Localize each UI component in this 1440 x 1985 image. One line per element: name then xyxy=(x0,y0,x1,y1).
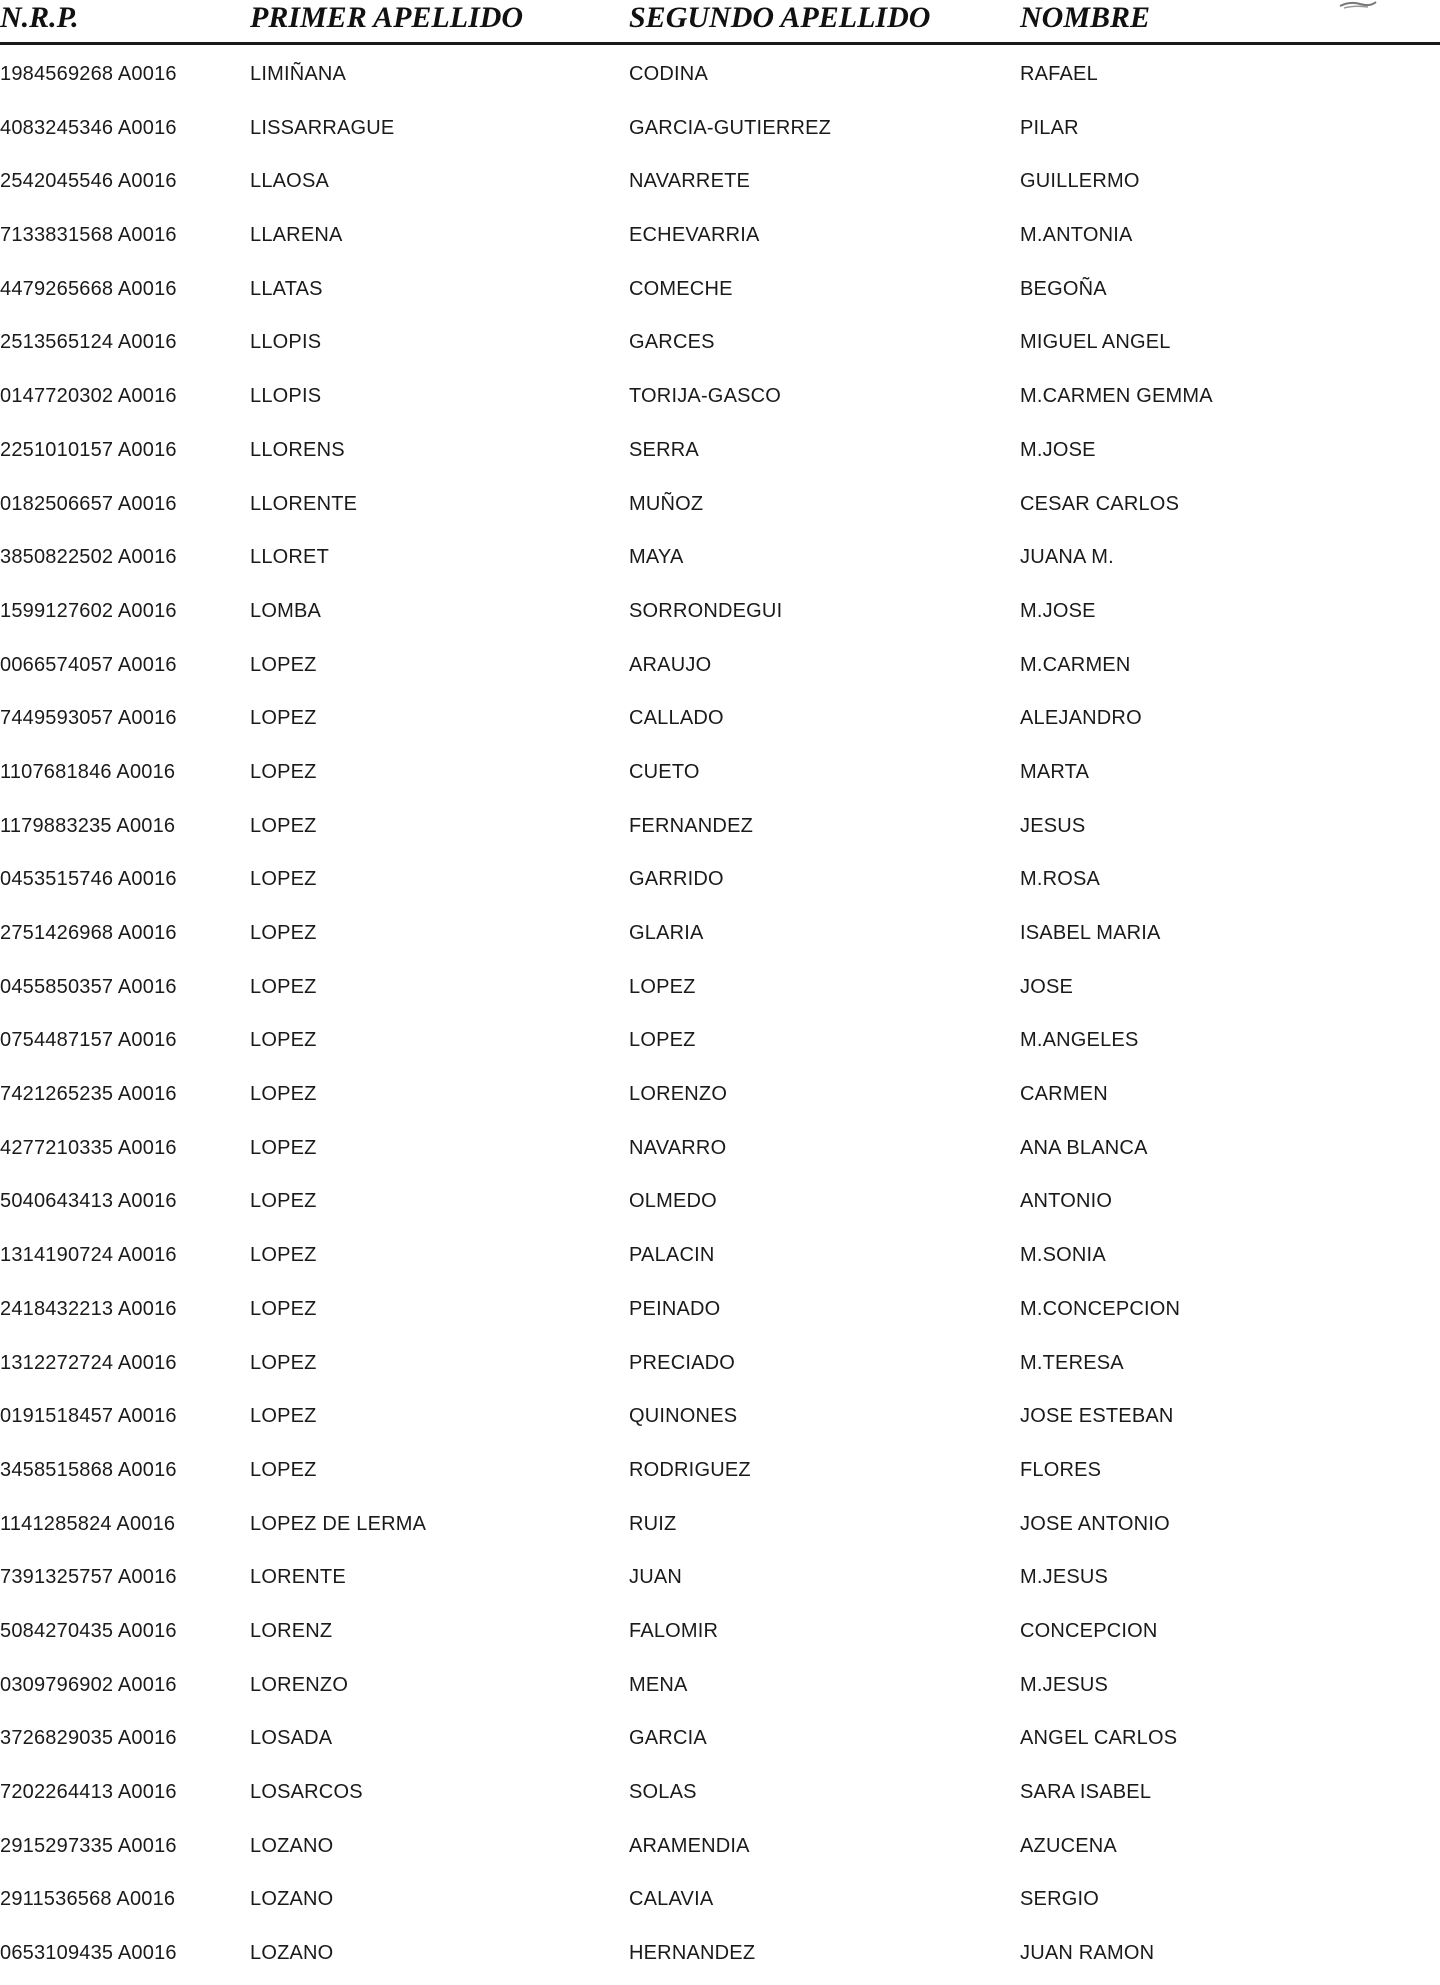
table-row xyxy=(0,1555,1440,1609)
cell-nrp: 4277210335 A0016 xyxy=(0,1136,177,1159)
cell-primer-apellido: LLORENTE xyxy=(250,492,358,515)
cell-nombre: SARA ISABEL xyxy=(1020,1781,1152,1803)
table-row xyxy=(0,374,1440,428)
cell-nrp: 7133831568 A0016 xyxy=(0,224,177,247)
cell-nombre: CESAR CARLOS xyxy=(1020,492,1180,515)
cell-primer-apellido: LOPEZ xyxy=(250,1297,317,1320)
cell-segundo-apellido: HERNANDEZ xyxy=(629,1942,756,1965)
table-row xyxy=(0,1770,1440,1824)
table-row xyxy=(0,159,1440,213)
cell-primer-apellido: LOSADA xyxy=(250,1727,333,1750)
cell-segundo-apellido: FERNANDEZ xyxy=(629,814,754,837)
cell-primer-apellido: LOMBA xyxy=(250,599,322,622)
cell-nombre: ANTONIO xyxy=(1020,1190,1113,1213)
cell-segundo-apellido: ECHEVARRIA xyxy=(629,224,760,247)
cell-nombre: M.TERESA xyxy=(1020,1351,1124,1374)
table-row xyxy=(0,1663,1440,1717)
cell-primer-apellido: LLATAS xyxy=(250,277,323,300)
cell-nombre: M.CARMEN GEMMA xyxy=(1020,385,1213,408)
table-row xyxy=(0,1126,1440,1180)
header-nombre: NOMBRE xyxy=(1020,1,1151,34)
cell-segundo-apellido: RUIZ xyxy=(629,1512,677,1535)
table-row xyxy=(0,1072,1440,1126)
cell-nombre: CONCEPCION xyxy=(1020,1619,1158,1642)
cell-segundo-apellido: OLMEDO xyxy=(629,1190,717,1213)
table-row xyxy=(0,428,1440,482)
table-row xyxy=(0,320,1440,374)
table-row xyxy=(0,535,1440,589)
cell-nombre: ANGEL CARLOS xyxy=(1020,1727,1178,1750)
cell-primer-apellido: LOPEZ xyxy=(250,760,317,783)
cell-nombre: PILAR xyxy=(1020,116,1079,139)
cell-nrp: 0147720302 A0016 xyxy=(0,385,177,408)
cell-primer-apellido: LOZANO xyxy=(250,1834,334,1857)
table-row xyxy=(0,589,1440,643)
cell-primer-apellido: LOZANO xyxy=(250,1888,334,1911)
cell-primer-apellido: LORENTE xyxy=(250,1566,346,1589)
table-row xyxy=(0,965,1440,1019)
table-row xyxy=(0,1609,1440,1663)
cell-segundo-apellido: SOLAS xyxy=(629,1781,697,1803)
cell-primer-apellido: LOPEZ xyxy=(250,975,317,998)
cell-primer-apellido: LLOPIS xyxy=(250,331,322,354)
cell-nrp: 5040643413 A0016 xyxy=(0,1190,177,1213)
cell-segundo-apellido: GARCIA xyxy=(629,1727,707,1750)
cell-nrp: 1314190724 A0016 xyxy=(0,1244,177,1267)
cell-nrp: 0453515746 A0016 xyxy=(0,868,177,891)
table-row xyxy=(0,106,1440,160)
cell-nombre: M.JESUS xyxy=(1020,1566,1109,1589)
cell-nombre: M.ANGELES xyxy=(1020,1029,1139,1052)
table-row xyxy=(0,1179,1440,1233)
cell-segundo-apellido: TORIJA-GASCO xyxy=(629,385,782,408)
cell-nombre: M.JOSE xyxy=(1020,438,1096,461)
table-row xyxy=(0,1018,1440,1072)
cell-primer-apellido: LOPEZ xyxy=(250,653,317,676)
cell-nrp: 4083245346 A0016 xyxy=(0,116,177,139)
cell-primer-apellido: LOPEZ xyxy=(250,1458,317,1481)
cell-primer-apellido: LLAOSA xyxy=(250,170,330,193)
cell-nombre: M.CONCEPCION xyxy=(1020,1297,1181,1320)
cell-segundo-apellido: PRECIADO xyxy=(629,1351,736,1374)
cell-nrp: 1179883235 A0016 xyxy=(0,814,176,837)
cell-nombre: GUILLERMO xyxy=(1020,170,1140,193)
cell-segundo-apellido: SORRONDEGUI xyxy=(629,599,783,622)
cell-primer-apellido: LOPEZ xyxy=(250,1244,317,1267)
cell-nombre: BEGOÑA xyxy=(1020,277,1107,300)
table-row xyxy=(0,1716,1440,1770)
table-row xyxy=(0,857,1440,911)
cell-nombre: AZUCENA xyxy=(1020,1834,1117,1857)
cell-segundo-apellido: GARCES xyxy=(629,331,715,354)
table-row xyxy=(0,911,1440,965)
cell-nrp: 1107681846 A0016 xyxy=(0,760,176,783)
cell-primer-apellido: LOPEZ DE LERMA xyxy=(250,1512,427,1535)
cell-nrp: 7202264413 A0016 xyxy=(0,1781,177,1803)
cell-nombre: JUANA M. xyxy=(1020,546,1114,569)
cell-segundo-apellido: LORENZO xyxy=(629,1083,728,1106)
cell-primer-apellido: LOPEZ xyxy=(250,1351,317,1374)
cell-nombre: MIGUEL ANGEL xyxy=(1020,331,1171,354)
cell-nrp: 3726829035 A0016 xyxy=(0,1727,177,1750)
header-nrp: N.R.P. xyxy=(0,1,79,34)
cell-segundo-apellido: MENA xyxy=(629,1673,688,1696)
table-row xyxy=(0,1502,1440,1556)
cell-nombre: M.SONIA xyxy=(1020,1244,1106,1267)
cell-segundo-apellido: PALACIN xyxy=(629,1244,715,1267)
cell-nombre: M.CARMEN xyxy=(1020,653,1131,676)
cell-segundo-apellido: GLARIA xyxy=(629,922,704,944)
cell-nombre: JESUS xyxy=(1020,814,1086,837)
cell-segundo-apellido: CALLADO xyxy=(629,707,724,730)
cell-segundo-apellido: PEINADO xyxy=(629,1297,721,1320)
cell-nrp: 7421265235 A0016 xyxy=(0,1083,177,1106)
cell-nombre: JOSE ESTEBAN xyxy=(1020,1405,1174,1428)
cell-nombre: ANA BLANCA xyxy=(1020,1136,1148,1159)
cell-segundo-apellido: RODRIGUEZ xyxy=(629,1458,751,1481)
cell-segundo-apellido: LOPEZ xyxy=(629,1029,696,1052)
cell-primer-apellido: LOPEZ xyxy=(250,868,317,891)
header-primer-apellido: PRIMER APELLIDO xyxy=(250,1,524,34)
cell-nrp: 0066574057 A0016 xyxy=(0,653,177,676)
table-row xyxy=(0,1287,1440,1341)
cell-nrp: 1599127602 A0016 xyxy=(0,599,177,622)
cell-primer-apellido: LOPEZ xyxy=(250,1083,317,1106)
cell-nrp: 4479265668 A0016 xyxy=(0,277,177,300)
cell-primer-apellido: LLARENA xyxy=(250,224,343,247)
cell-nombre: CARMEN xyxy=(1020,1083,1108,1106)
cell-nrp: 0182506657 A0016 xyxy=(0,492,177,515)
table-row xyxy=(0,267,1440,321)
cell-nrp: 2915297335 A0016 xyxy=(0,1834,177,1857)
cell-nrp: 0455850357 A0016 xyxy=(0,975,177,998)
table-body xyxy=(0,52,1440,1985)
cell-segundo-apellido: GARCIA-GUTIERREZ xyxy=(629,116,832,139)
cell-nombre: JUAN RAMON xyxy=(1020,1942,1155,1965)
stamp-mark-icon xyxy=(1338,0,1378,10)
cell-primer-apellido: LORENZO xyxy=(250,1673,349,1696)
cell-nrp: 1984569268 A0016 xyxy=(0,63,177,85)
cell-nombre: M.JOSE xyxy=(1020,599,1096,622)
table-row xyxy=(0,1341,1440,1395)
cell-nombre: RAFAEL xyxy=(1020,63,1098,85)
cell-nrp: 7449593057 A0016 xyxy=(0,707,177,730)
cell-segundo-apellido: JUAN xyxy=(629,1566,683,1589)
cell-nrp: 2513565124 A0016 xyxy=(0,331,177,354)
table-row xyxy=(0,643,1440,697)
cell-nrp: 2911536568 A0016 xyxy=(0,1888,176,1911)
cell-nombre: SERGIO xyxy=(1020,1888,1099,1911)
table-row xyxy=(0,1931,1440,1985)
cell-primer-apellido: LOZANO xyxy=(250,1942,334,1965)
cell-nrp: 2751426968 A0016 xyxy=(0,922,177,944)
cell-nombre: ALEJANDRO xyxy=(1020,707,1142,730)
table-row xyxy=(0,1394,1440,1448)
cell-primer-apellido: LOPEZ xyxy=(250,707,317,730)
cell-nrp: 2542045546 A0016 xyxy=(0,170,177,193)
cell-primer-apellido: LOPEZ xyxy=(250,1136,317,1159)
cell-segundo-apellido: SERRA xyxy=(629,438,699,461)
cell-primer-apellido: LLORENS xyxy=(250,438,345,461)
table-row xyxy=(0,804,1440,858)
cell-segundo-apellido: ARAMENDIA xyxy=(629,1834,750,1857)
cell-segundo-apellido: CUETO xyxy=(629,760,700,783)
cell-nombre: M.ANTONIA xyxy=(1020,224,1133,247)
table-row xyxy=(0,1448,1440,1502)
table-row xyxy=(0,52,1440,106)
cell-primer-apellido: LORENZ xyxy=(250,1619,333,1642)
cell-segundo-apellido: FALOMIR xyxy=(629,1619,719,1642)
cell-nombre: MARTA xyxy=(1020,760,1090,783)
cell-nrp: 5084270435 A0016 xyxy=(0,1619,177,1642)
header-segundo-apellido: SEGUNDO APELLIDO xyxy=(629,1,931,34)
cell-segundo-apellido: LOPEZ xyxy=(629,975,696,998)
cell-segundo-apellido: NAVARRO xyxy=(629,1136,727,1159)
cell-nombre: FLORES xyxy=(1020,1458,1102,1481)
cell-primer-apellido: LLORET xyxy=(250,546,330,569)
cell-nombre: M.ROSA xyxy=(1020,868,1101,891)
cell-segundo-apellido: ARAUJO xyxy=(629,653,712,676)
cell-nombre: JOSE xyxy=(1020,975,1074,998)
cell-segundo-apellido: MUÑOZ xyxy=(629,492,704,515)
cell-nrp: 1141285824 A0016 xyxy=(0,1512,176,1535)
cell-segundo-apellido: CODINA xyxy=(629,63,708,85)
table-header xyxy=(0,0,1440,40)
table-row xyxy=(0,1824,1440,1878)
cell-primer-apellido: LOPEZ xyxy=(250,1405,317,1428)
cell-primer-apellido: LIMIÑANA xyxy=(250,63,347,85)
cell-nrp: 7391325757 A0016 xyxy=(0,1566,177,1589)
table-row xyxy=(0,1233,1440,1287)
cell-nrp: 0191518457 A0016 xyxy=(0,1405,177,1428)
cell-segundo-apellido: NAVARRETE xyxy=(629,170,751,193)
cell-primer-apellido: LOPEZ xyxy=(250,814,317,837)
cell-nombre: M.JESUS xyxy=(1020,1673,1109,1696)
table-row xyxy=(0,696,1440,750)
table-row xyxy=(0,213,1440,267)
cell-nombre: JOSE ANTONIO xyxy=(1020,1512,1170,1535)
cell-segundo-apellido: CALAVIA xyxy=(629,1888,714,1911)
cell-primer-apellido: LOPEZ xyxy=(250,922,317,944)
cell-nrp: 0754487157 A0016 xyxy=(0,1029,177,1052)
cell-nrp: 0653109435 A0016 xyxy=(0,1942,177,1965)
cell-segundo-apellido: QUINONES xyxy=(629,1405,738,1428)
cell-nrp: 2251010157 A0016 xyxy=(0,438,177,461)
cell-primer-apellido: LOPEZ xyxy=(250,1029,317,1052)
cell-primer-apellido: LLOPIS xyxy=(250,385,322,408)
cell-segundo-apellido: COMECHE xyxy=(629,277,733,300)
cell-segundo-apellido: GARRIDO xyxy=(629,868,724,891)
cell-primer-apellido: LISSARRAGUE xyxy=(250,116,395,139)
cell-nrp: 3850822502 A0016 xyxy=(0,546,177,569)
cell-segundo-apellido: MAYA xyxy=(629,546,684,569)
cell-nombre: ISABEL MARIA xyxy=(1020,922,1161,944)
cell-nrp: 3458515868 A0016 xyxy=(0,1458,177,1481)
header-rule xyxy=(0,42,1440,45)
table-row xyxy=(0,750,1440,804)
table-row xyxy=(0,482,1440,536)
cell-primer-apellido: LOPEZ xyxy=(250,1190,317,1213)
cell-nrp: 0309796902 A0016 xyxy=(0,1673,177,1696)
cell-primer-apellido: LOSARCOS xyxy=(250,1781,363,1803)
cell-nrp: 1312272724 A0016 xyxy=(0,1351,177,1374)
table-row xyxy=(0,1877,1440,1931)
cell-nrp: 2418432213 A0016 xyxy=(0,1297,177,1320)
